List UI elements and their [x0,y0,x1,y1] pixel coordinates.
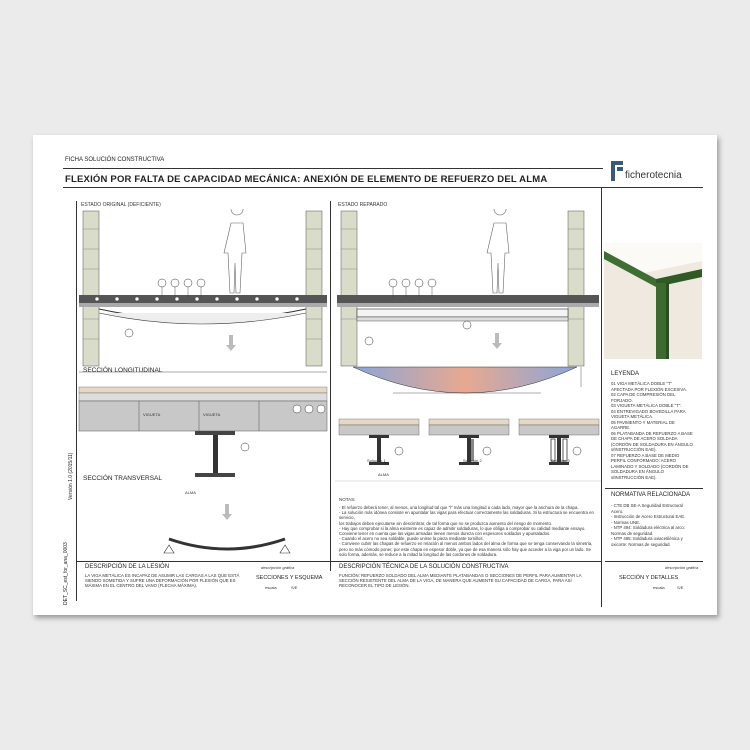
legend-title: LEYENDA [611,371,640,377]
note-item: - El refuerzo deberá tener, al menos, una longitud tal que "l" más una longitud a cada lado, mayor que la anchura de la chapa. [339,505,579,510]
lesion-title: DESCRIPCIÓN DE LA LESIÓN [85,564,170,570]
legend-item: 03 VIGUETA METÁLICA DOBLE "T". [611,403,682,408]
left-panel-label: ESTADO ORIGINAL (DEFICIENTE) [81,202,161,208]
original-state-drawing [77,209,329,579]
desc-grafica-left: descripción gráfica [261,565,295,570]
secciones-esquema-label: SECCIONES Y ESQUEMA [256,575,323,581]
vigueta-label-2: VIGUETA [203,412,221,417]
norm-item: - NTP 494: Soldadura eléctrica al arco: Normas de seguridad. [611,525,685,536]
version-label: Versión 1.0 (2015/11) [68,452,74,500]
legend-item: 07 REFUERZO A BASE DE MEDIO PERFIL CONFORMADO: ACERO LAMINADO Y SOLDADO (CORDÓN DE SOLDADURA EN ÁNGULO s/INSTRUCCIÓN EAE). [611,452,689,480]
legend-item: 05 PAVIMENTO Y MATERIAL DE AGARRE. [611,419,675,430]
escala-value-right: S/E [677,585,684,590]
vigueta-label-1: VIGUETA [143,412,161,417]
alma-label-left: ALMA [185,490,196,495]
desc-grafica-right: descripción gráfica [665,565,699,570]
solution-2-label: Solución 2 [463,458,482,463]
solution-1-label: Solución 1 [367,458,386,463]
title-rule-top [63,168,603,169]
note-item: Conviene tener en cuenta que las vigas armadas tienen menos dureza con espesores soldados y apuntalados. [339,531,551,537]
legend-list [611,381,693,480]
norm-item: - Instrucción de Acero Estructural EAE. [611,514,686,519]
norm-item: - Normas UNE. [611,519,641,525]
note-item: - La solución más idónea consiste en apuntalar las vigas para efectuar correctamente las soldaduras. Si la estructura se encuentra en servicio, [339,510,594,521]
escala-value-left: S/E [291,585,298,590]
norm-item: - NTP 495: Soldadura oxiacetilénica y oxicorte: Normas de seguridad. [611,536,683,547]
trans-section-label: SECCIÓN TRANSVERSAL [83,475,162,482]
sheet-title: FLEXIÓN POR FALTA DE CAPACIDAD MECÁNICA: ANEXIÓN DE ELEMENTO DE REFUERZO DEL ALMA [65,174,548,185]
norm-title: NORMATIVA RELACIONADA [611,492,691,498]
tech-text: FUNCIÓN: REFUERZO SOLDADO DEL ALMA MEDIANTE PLATABANDAS O SECCIONES DE PERFIL PARA AUMENTAR LA SECCIÓN RESISTENTE DEL ALMA DE LA VIGA, DE MANERA QUE AUMENTE SU CAPACIDAD DE CARGA, PARA ASÍ RECONOCER EL TIPO DE LESIÓN. [339,573,582,589]
long-section-label: SECCIÓN LONGITUDINAL [83,367,163,374]
lesion-text: LA VIGA METÁLICA ES INCAPAZ DE ASUMIR LAS CARGAS A LAS QUE ESTÁ SIENDO SOMETIDA Y SUFRE UNA DEFORMACIÓN POR FLEXIÓN QUE ES MÁXIMA EN EL CENTRO DEL VANO (FLECHA MÁXIMA). [85,573,240,589]
note-item: - Cuando el acero no sea soldable, puede unirse la pieza mediante tornillos. [339,536,484,542]
legend-item: 04 ENTREVIGADO BOVEDILLA PARA VIGUETA METÁLICA. [611,408,686,419]
logo-text: ficherotecnia [625,170,682,181]
escala-label-left: escala [265,585,277,590]
note-item: pero no más cómodo poner, por este chapa en espesor doble, ya que de esa manera sólo hay que acceder a la viga por un lado. Se [339,546,592,552]
drawing-sheet [33,135,717,615]
title-rule-bottom [63,187,703,188]
right-column-divider [601,187,602,607]
note-item: solo forma, además, se reduce a la mitad la longitud de las cordones de soldadura. [339,551,498,557]
code-label: DET_SC_est_for_ana_0003 [63,542,69,605]
right-panel-label: ESTADO REPARADO [338,202,388,208]
notes-list [339,505,601,557]
detail-rule [605,561,703,562]
norm-list [611,503,693,547]
escala-label-right: escala [653,585,665,590]
alma-label-right: ALMA [378,472,389,477]
sheet-subtitle: FICHA SOLUCIÓN CONSTRUCTIVA [65,157,165,163]
panel-divider [330,201,331,571]
repair-photo [604,243,702,359]
legend-item: 01 VIGA METÁLICA DOBLE "T" AFECTADA POR FLEXIÓN EXCESIVA. [611,381,688,392]
footer-rule [77,561,601,562]
notes-title: NOTAS: [339,497,356,502]
norm-item: - CTE DB SE-A Seguridad Estructural Acero. [611,503,683,514]
note-item: - Hay que comprobar si la alma existente es capaz de admitir soldaduras, lo que obliga a comprobar su calidad mediante ensayo. [339,525,586,531]
note-item: los trabajos deben ejecutarse sin descimbrar, de tal forma que no se produzca aumento del riesgo de momento. [339,520,553,526]
legend-item: 02 CAPA DE COMPRESIÓN DEL FORJADO. [611,392,676,403]
solution-3-label: Solución 3 [551,458,570,463]
detalles-label: SECCIÓN Y DETALLES [619,575,679,581]
note-item: - Conviene cubrir las chapas de refuerzo en relación al menos ambos lados del alma de forma que se tenga conservando la simetría, [339,541,593,547]
norm-rule [605,488,703,489]
legend-item: 06 PLATABANDA DE REFUERZO A BASE DE CHAPA DE ACERO SOLDADA (CORDÓN DE SOLDADURA EN ÁNGULO s/INSTRUCCIÓN EAE). [611,430,693,452]
tech-title: DESCRIPCIÓN TÉCNICA DE LA SOLUCIÓN CONSTRUCTIVA [339,564,509,570]
